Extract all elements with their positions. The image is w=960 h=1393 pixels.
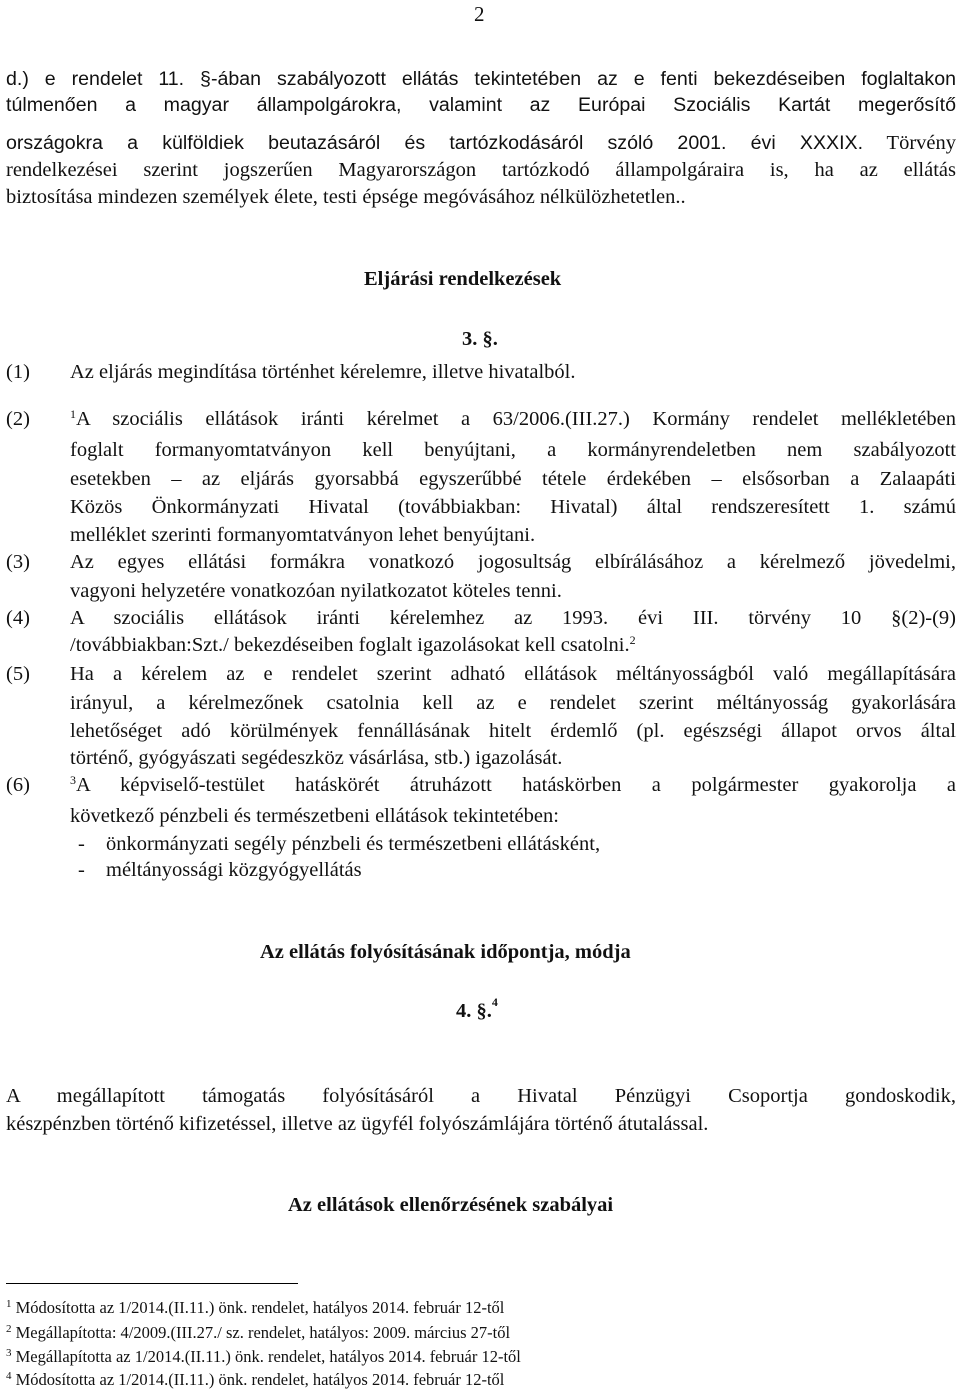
bullet-dash: -	[78, 833, 85, 855]
paragraph-number: (3)	[6, 551, 30, 573]
paragraph-number: (4)	[6, 607, 30, 629]
footnote-text: Megállapította az 1/2014.(II.11.) önk. rendelet, hatályos 2014. február 12-től	[11, 1347, 521, 1366]
paragraph-line	[70, 772, 956, 798]
paragraph-number: (6)	[6, 774, 30, 796]
intro-line-1: d.) e rendelet 11. §-ában szabályozott ellátás tekintetében az e fenti bekezdéseiben foglaltakon	[6, 68, 956, 90]
paragraph-number: (2)	[6, 408, 30, 430]
paragraph-number: (5)	[6, 663, 30, 685]
intro-line-2: túlmenően a magyar állampolgárokra, valamint az Európai Szociális Kartát megerősítő	[6, 94, 956, 116]
paragraph-line: foglalt formanyomtatványon kell benyújtani, a kormányrendeletben nem szabályozott	[70, 439, 956, 461]
footnote	[6, 1370, 504, 1390]
paragraph-line	[70, 406, 956, 432]
paragraph-number: (1)	[6, 361, 30, 383]
footnote-ref: 2	[629, 633, 636, 647]
footnote	[6, 1323, 510, 1343]
paragraph-line: Közös Önkormányzati Hivatal (továbbiakban: Hivatal) által rendszeresített 1. számú	[70, 496, 956, 518]
section-4-title: Az ellátás folyósításának időpontja, módja	[260, 941, 631, 963]
footnote-mark: 3	[6, 1347, 12, 1359]
paragraph-line: esetekben – az eljárás gyorsabbá egyszerűbbé tétele érdekében – elsősorban a Zalaapáti	[70, 468, 956, 490]
paragraph-line: A szociális ellátások iránti kérelemhez az 1993. évi III. törvény 10 §(2)-(9)	[70, 607, 956, 629]
paragraph-line: történő, gyógyászati segédeszköz vásárlása, stb.) igazolását.	[70, 747, 563, 769]
footnote-ref: 1	[70, 407, 76, 421]
footnote	[6, 1298, 504, 1318]
paragraph-line	[70, 632, 956, 658]
intro-line-3-part-b: Törvény	[863, 132, 956, 154]
intro-line-4: rendelkezései szerint jogszerűen Magyarországon tartózkodó állampolgáraira is, ha az ellátás	[6, 159, 956, 181]
paragraph-line-text: A képviselő-testület hatáskörét átruházott hatáskörben a polgármester gyakorolja a	[76, 774, 956, 796]
footnote-ref: 4	[491, 995, 498, 1009]
footnote-text: Módosította az 1/2014.(II.11.) önk. rendelet, hatályos 2014. február 12-től	[11, 1370, 505, 1389]
paragraph-line: irányul, a kérelmezőnek csatolnia kell az e rendelet szerint méltányosság gyakorlására	[70, 692, 956, 714]
paragraph-line: Az egyes ellátási formákra vonatkozó jogosultság elbírálásához a kérelmező jövedelmi,	[70, 551, 956, 573]
footnote-mark: 4	[6, 1370, 12, 1382]
intro-line-3	[6, 130, 956, 156]
footnote-text: Megállapította: 4/2009.(III.27./ sz. rendelet, hatályos: 2009. március 27-től	[11, 1323, 511, 1342]
section-3-title: Eljárási rendelkezések	[364, 268, 562, 290]
paragraph-line-text: /továbbiakban:Szt./ bekezdéseiben foglalt igazolásokat kell csatolni.	[70, 634, 630, 656]
paragraph-line: lehetőséget adó körülmények fennállásának hitelt érdemlő (pl. egészségi állapot orvos által	[70, 720, 956, 742]
footnote	[6, 1347, 521, 1367]
section-4-line-2: készpénzben történő kifizetéssel, illetve az ügyfél folyószámlájára történő átutalással.	[6, 1113, 709, 1135]
paragraph-line: vagyoni helyzetére vonatkozóan nyilatkozatot köteles tenni.	[70, 580, 562, 602]
section-5-title: Az ellátások ellenőrzésének szabályai	[288, 1194, 614, 1216]
footnote-mark: 1	[6, 1298, 12, 1310]
paragraph-line-text: A szociális ellátások iránti kérelmet a 63/2006.(III.27.) Kormány rendelet mellékletében	[76, 408, 956, 430]
footnote-ref: 3	[70, 773, 76, 787]
section-4-number	[456, 995, 498, 1023]
footnote-mark: 2	[6, 1323, 12, 1335]
paragraph-line: Ha a kérelem az e rendelet szerint adható ellátások méltányosságból való megállapítására	[70, 663, 956, 685]
intro-line-3-part-a: országokra a külföldiek beutazásáról és tartózkodásáról szóló 2001. évi XXXIX.	[6, 132, 864, 154]
bullet-text: méltányossági közgyógyellátás	[106, 859, 362, 881]
bullet-text: önkormányzati segély pénzbeli és természetbeni ellátásként,	[106, 833, 601, 855]
paragraph-line: melléklet szerinti formanyomtatványon lehet benyújtani.	[70, 524, 536, 546]
paragraph-text: Az eljárás megindítása történhet kérelemre, illetve hivatalból.	[70, 361, 576, 383]
bullet-dash: -	[78, 859, 85, 881]
section-number-text: 4. §.	[456, 1000, 492, 1022]
paragraph-line: következő pénzbeli és természetbeni ellátások tekintetében:	[70, 805, 559, 827]
footnote-separator	[6, 1283, 298, 1284]
intro-line-5: biztosítása mindezen személyek élete, testi épsége megóvásához nélkülözhetetlen..	[6, 186, 686, 208]
section-4-line-1: A megállapított támogatás folyósításáról a Hivatal Pénzügyi Csoportja gondoskodik,	[6, 1085, 956, 1107]
page-number: 2	[474, 2, 485, 26]
section-3-number: 3. §.	[462, 328, 498, 350]
footnote-text: Módosította az 1/2014.(II.11.) önk. rendelet, hatályos 2014. február 12-től	[11, 1298, 505, 1317]
